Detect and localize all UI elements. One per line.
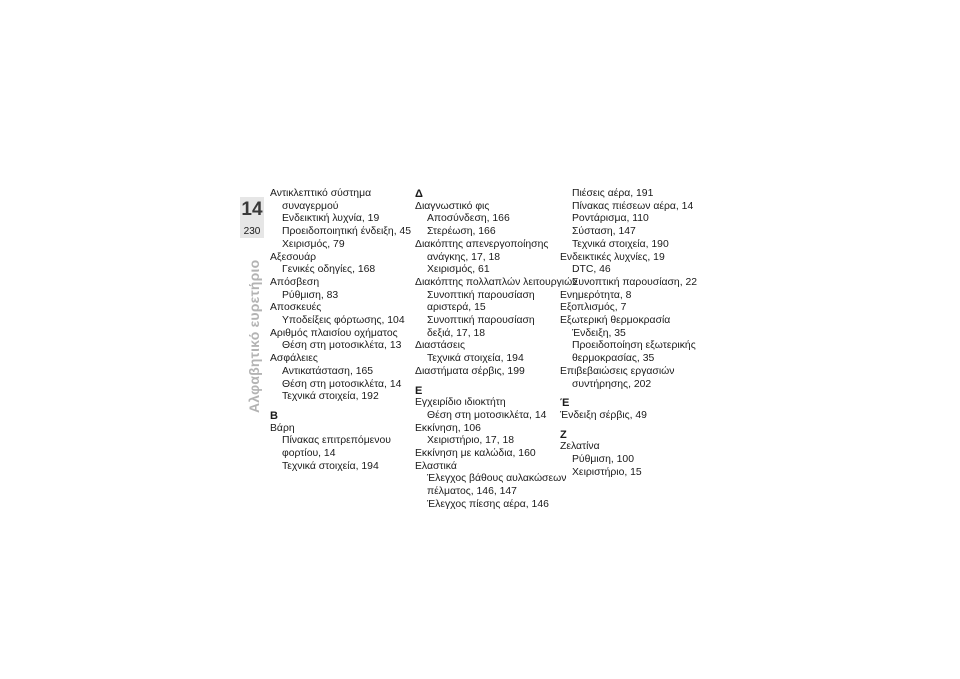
index-subentry: Γενικές οδηγίες, 168 bbox=[282, 264, 376, 276]
index-subentry: συντήρησης, 202 bbox=[572, 378, 652, 390]
index-entry: Βάρη bbox=[270, 422, 295, 434]
index-subentry: Πίνακας πιέσεων αέρα, 14 bbox=[572, 200, 694, 212]
index-subentry: συναγερμού bbox=[282, 200, 339, 212]
index-entry: Ασφάλειες bbox=[270, 353, 318, 365]
index-subentry: Τεχνικά στοιχεία, 194 bbox=[282, 460, 379, 472]
index-subentry: Χειρισμός, 61 bbox=[427, 264, 490, 276]
index-entry: Αντικλεπτικό σύστημα bbox=[270, 188, 372, 199]
index-subentry: Προειδοποιητική ένδειξη, 45 bbox=[282, 226, 412, 238]
index-subentry: Χειριστήριο, 17, 18 bbox=[427, 435, 515, 447]
index-entry: Ένδειξη σέρβις, 49 bbox=[560, 409, 647, 421]
section-side-title: Αλφαβητικό ευρετήριο bbox=[246, 259, 262, 413]
index-entry: Εγχειρίδιο ιδιοκτήτη bbox=[415, 397, 506, 409]
index-letter-heading: Ε bbox=[415, 384, 423, 397]
index-subentry: Έλεγχος πίεσης αέρα, 146 bbox=[427, 498, 549, 510]
index-entry: Διακόπτης πολλαπλών λειτουργιών bbox=[415, 276, 578, 288]
index-subentry: Ρύθμιση, 83 bbox=[282, 289, 339, 301]
index-subentry: Έλεγχος βάθους αυλακώσεων bbox=[427, 473, 567, 485]
index-subentry: Χειρισμός, 79 bbox=[282, 238, 345, 250]
index-subentry: Συνοπτική παρουσίαση bbox=[427, 315, 535, 327]
index-entry: Εξοπλισμός, 7 bbox=[560, 302, 627, 314]
index-letter-heading: Έ bbox=[560, 397, 570, 410]
index-subentry: Στερέωση, 166 bbox=[427, 226, 496, 238]
index-subentry: Χειριστήριο, 15 bbox=[572, 466, 642, 478]
index-subentry: Θέση στη μοτοσικλέτα, 14 bbox=[282, 378, 402, 390]
index-subentry: Ρύθμιση, 100 bbox=[572, 454, 634, 466]
index-letter-heading: Δ bbox=[415, 188, 423, 200]
index-entry: Ελαστικά bbox=[415, 460, 457, 472]
index-entry: Διακόπτης απενεργοποίησης bbox=[415, 238, 549, 250]
index-entry: Αποσκευές bbox=[270, 302, 322, 314]
index-letter-heading: Ζ bbox=[560, 428, 567, 441]
index-entry: Διαγνωστικό φις bbox=[415, 200, 490, 212]
index-entry: Διαστάσεις bbox=[415, 340, 465, 352]
index-entry: Αξεσουάρ bbox=[270, 251, 317, 263]
index-subentry: Τεχνικά στοιχεία, 192 bbox=[282, 391, 379, 403]
index-subentry: ανάγκης, 17, 18 bbox=[427, 251, 501, 263]
index-column-3 bbox=[560, 188, 697, 479]
index-entry: Απόσβεση bbox=[270, 276, 320, 288]
index-subentry: Υποδείξεις φόρτωσης, 104 bbox=[282, 315, 405, 327]
index-subentry: Θέση στη μοτοσικλέτα, 14 bbox=[427, 409, 547, 421]
index-subentry: Αποσύνδεση, 166 bbox=[427, 213, 510, 225]
page-number: 230 bbox=[243, 226, 261, 237]
index-subentry: Αντικατάσταση, 165 bbox=[282, 365, 374, 377]
index-subentry: Θέση στη μοτοσικλέτα, 13 bbox=[282, 340, 402, 352]
index-entry: Εκκίνηση με καλώδια, 160 bbox=[415, 448, 536, 460]
index-subentry: Συνοπτική παρουσίαση, 22 bbox=[572, 276, 698, 288]
index-subentry: θερμοκρασίας, 35 bbox=[572, 353, 655, 365]
index-column-2 bbox=[415, 188, 577, 512]
index-subentry: Πιέσεις αέρα, 191 bbox=[572, 188, 654, 199]
index-subentry: φορτίου, 14 bbox=[282, 448, 336, 460]
index-subentry: Τεχνικά στοιχεία, 194 bbox=[427, 353, 524, 365]
index-entry: Εξωτερική θερμοκρασία bbox=[560, 315, 671, 327]
index-subentry: αριστερά, 15 bbox=[427, 302, 486, 314]
index-subentry: Ενδεικτική λυχνία, 19 bbox=[282, 213, 380, 225]
index-column-1 bbox=[270, 188, 411, 473]
index-subentry: Ροντάρισμα, 110 bbox=[572, 213, 649, 225]
index-entry: Διαστήματα σέρβις, 199 bbox=[415, 365, 525, 377]
index-subentry: δεξιά, 17, 18 bbox=[427, 327, 486, 339]
index-entry: Επιβεβαιώσεις εργασιών bbox=[560, 365, 675, 377]
index-letter-heading: Β bbox=[270, 409, 278, 422]
index-entry: Αριθμός πλαισίου οχήματος bbox=[270, 327, 398, 339]
index-subentry: Σύσταση, 147 bbox=[572, 226, 636, 238]
index-subentry: Τεχνικά στοιχεία, 190 bbox=[572, 238, 669, 250]
index-entry: Ενδεικτικές λυχνίες, 19 bbox=[560, 251, 665, 263]
index-subentry: Πίνακας επιτρεπόμενου bbox=[282, 435, 391, 447]
index-entry: Ενημερότητα, 8 bbox=[560, 289, 632, 301]
index-subentry: Ένδειξη, 35 bbox=[572, 327, 626, 339]
index-subentry: DTC, 46 bbox=[572, 264, 611, 276]
index-entry: Εκκίνηση, 106 bbox=[415, 422, 481, 434]
index-entry: Ζελατίνα bbox=[560, 441, 600, 453]
index-subentry: Συνοπτική παρουσίαση bbox=[427, 289, 535, 301]
index-subentry: Προειδοποίηση εξωτερικής bbox=[572, 340, 696, 352]
chapter-number: 14 bbox=[241, 199, 263, 220]
index-subentry: πέλματος, 146, 147 bbox=[427, 486, 517, 498]
